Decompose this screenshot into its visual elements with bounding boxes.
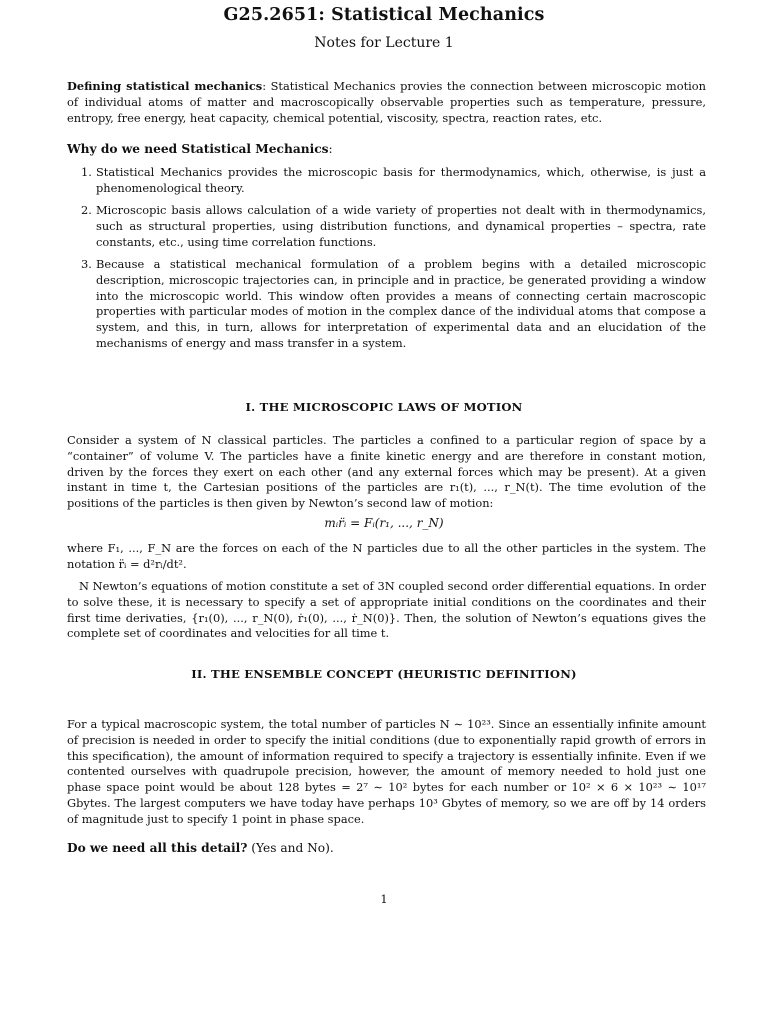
list-item-text: Because a statistical mechanical formulation of a problem begins with a detailed microscopic description, microscopic trajectories can, in principle and in practice, be generated providing a window into the microscopic world. This window often provides a means of connecting certain macroscopic properties with particular modes of motion in the complex dance of the individual atoms that compose a system, and this, in turn, allows for interpretation of experimental data and an elucidation of the mechanisms of energy and mass transfer in a system. xyxy=(96,257,706,350)
section-2-paragraph-1: For a typical macroscopic system, the total number of particles N ∼ 10²³. Since an essentially infinite amount of precision is needed in order to specify the initial conditions (due to exponentially rapid growth of errors in this specification), the amount of information required to specify a trajectory is essentially infinite. Even if we contented ourselves with quadrupole precision, however, the amount of memory needed to hold just one phase space point would be about 128 bytes = 2⁷ ∼ 10² bytes for each number or 10² × 6 × 10²³ ∼ 10¹⁷ Gbytes. The largest computers we have today have perhaps 10³ Gbytes of memory, so we are off by 14 orders of magnitude just to specify 1 point in phase space. xyxy=(67,717,706,826)
list-item-text: Microscopic basis allows calculation of a wide variety of properties not dealt with in thermodynamics, such as structural properties, using distribution functions, and dynamical properties – spectra, rate constants, etc., using time correlation functions. xyxy=(96,203,706,249)
intro-paragraph xyxy=(67,79,706,126)
section-1-paragraph-1: Consider a system of N classical particles. The particles a confined to a particular region of space by a “container” of volume V. The particles have a finite kinetic energy and are therefore in constant motion, driven by the forces they exert on each other (and any external forces which may be present). At a given instant in time t, the Cartesian positions of the particles are r₁(t), ..., r_N(t). The time evolution of the positions of the particles is then given by Newton’s second law of motion: xyxy=(67,433,706,511)
page-title: G25.2651: Statistical Mechanics xyxy=(223,5,545,25)
list-item-number: 2. xyxy=(81,203,92,217)
detail-question-text: Do we need all this detail? xyxy=(67,841,248,855)
list-item xyxy=(67,203,706,250)
list-item-number: 1. xyxy=(81,165,92,179)
section-1-paragraph-3: N Newton’s equations of motion constitute a set of 3N coupled second order differential equations. In order to solve these, it is necessary to specify a set of appropriate initial conditions on the coordinates and their first time derivaties, {r₁(0), ..., r_N(0), ṙ₁(0), ..., ṙ_N(0)}. Then, the solution of Newton’s equations gives the complete set of coordinates and velocities for all time t. xyxy=(67,579,706,641)
intro-text: : Statistical Mechanics provies the connection between microscopic motion of individual atoms of matter and macroscopically observable properties such as temperature, pressure, entropy, free energy, heat capacity, chemical potential, viscosity, spectra, reaction rates, etc. xyxy=(67,79,706,125)
page-subtitle: Notes for Lecture 1 xyxy=(314,35,454,51)
list-item-text: Statistical Mechanics provides the microscopic basis for thermodynamics, which, otherwise, is just a phenomenological theory. xyxy=(96,165,706,195)
list-item xyxy=(67,257,706,352)
detail-question xyxy=(67,841,706,857)
page-number: 1 xyxy=(380,892,388,906)
why-heading xyxy=(67,142,706,158)
newton-equation: mᵢr̈ᵢ = Fᵢ(r₁, ..., r_N) xyxy=(324,516,444,530)
list-item xyxy=(67,165,706,197)
section-1-heading: I. THE MICROSCOPIC LAWS OF MOTION xyxy=(245,400,523,414)
list-item-number: 3. xyxy=(81,257,92,271)
why-heading-text: Why do we need Statistical Mechanics xyxy=(67,142,329,156)
section-2-heading: II. THE ENSEMBLE CONCEPT (HEURISTIC DEFINITION) xyxy=(191,667,577,681)
why-heading-colon: : xyxy=(328,142,333,156)
intro-term: Defining statistical mechanics xyxy=(67,79,263,93)
detail-answer: (Yes and No). xyxy=(247,841,334,855)
section-1-paragraph-2: where F₁, ..., F_N are the forces on each of the N particles due to all the other particles in the system. The notation r̈ᵢ = d²rᵢ/dt². xyxy=(67,541,706,571)
